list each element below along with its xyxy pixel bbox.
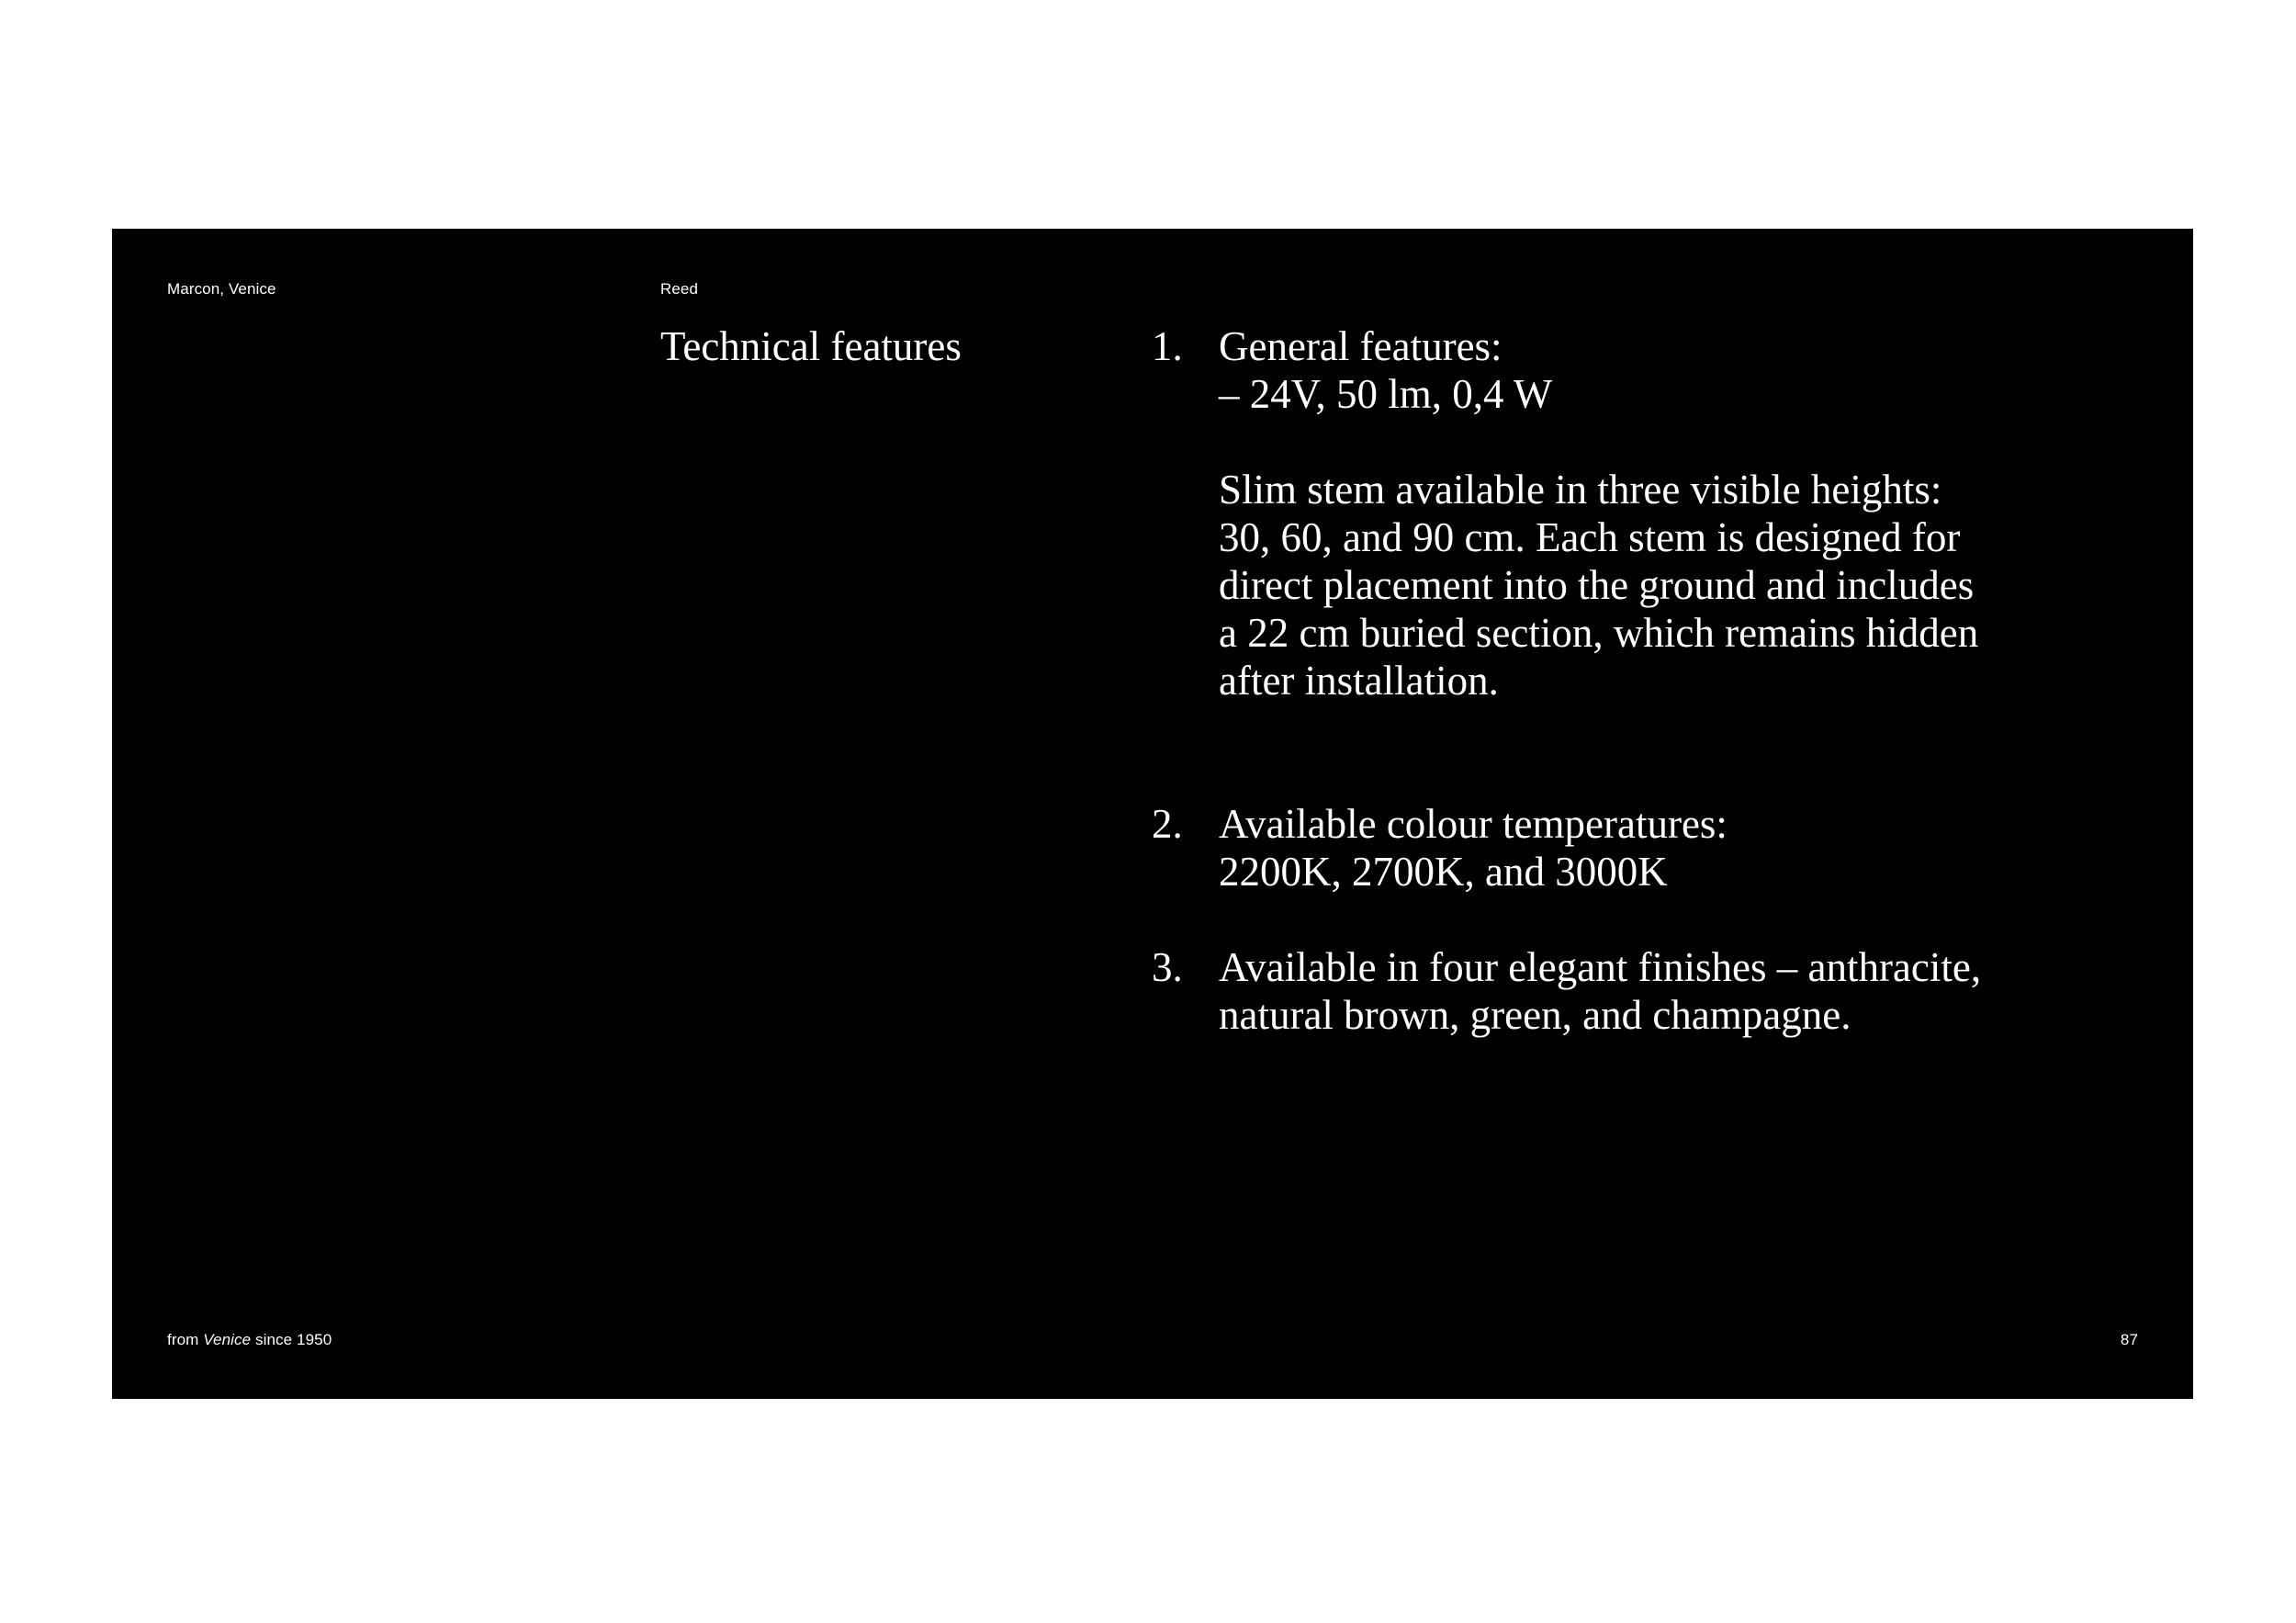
feature-list: [1152, 322, 2125, 1039]
product-label: Reed: [660, 280, 699, 298]
feature-line: natural brown, green, and champagne.: [1219, 992, 1851, 1038]
feature-description-line: a 22 cm buried section, which remains hidden: [1219, 610, 1979, 656]
feature-number: 3.: [1152, 944, 1183, 990]
feature-item-general: [1152, 322, 2125, 704]
feature-description-line: direct placement into the ground and includes: [1219, 562, 1975, 608]
feature-heading: Available colour temperatures:: [1219, 801, 1728, 847]
footer-suffix: since 1950: [255, 1331, 332, 1348]
feature-description: [1219, 466, 2125, 704]
footer-prefix: from: [167, 1331, 199, 1348]
feature-description-line: 30, 60, and 90 cm. Each stem is designed for: [1219, 514, 1961, 560]
footer-place: Venice: [203, 1331, 252, 1348]
footer-tagline: [167, 1331, 332, 1349]
section-title: Technical features: [660, 323, 962, 369]
feature-description-line: Slim stem available in three visible heights:: [1219, 467, 1942, 513]
feature-line: Available in four elegant finishes – anthracite,: [1219, 944, 1982, 990]
feature-description-line: after installation.: [1219, 658, 1499, 704]
feature-number: 2.: [1152, 801, 1183, 847]
brand-label: Marcon, Venice: [167, 280, 276, 298]
feature-values: 2200K, 2700K, and 3000K: [1219, 849, 1668, 895]
feature-specs: – 24V, 50 lm, 0,4 W: [1219, 371, 1553, 417]
feature-heading: General features:: [1219, 323, 1503, 369]
page-panel: [112, 229, 2193, 1399]
page-number: 87: [2120, 1331, 2138, 1348]
feature-item-finishes: [1152, 943, 2125, 1039]
feature-item-colour-temperatures: [1152, 800, 2125, 896]
feature-number: 1.: [1152, 323, 1183, 369]
